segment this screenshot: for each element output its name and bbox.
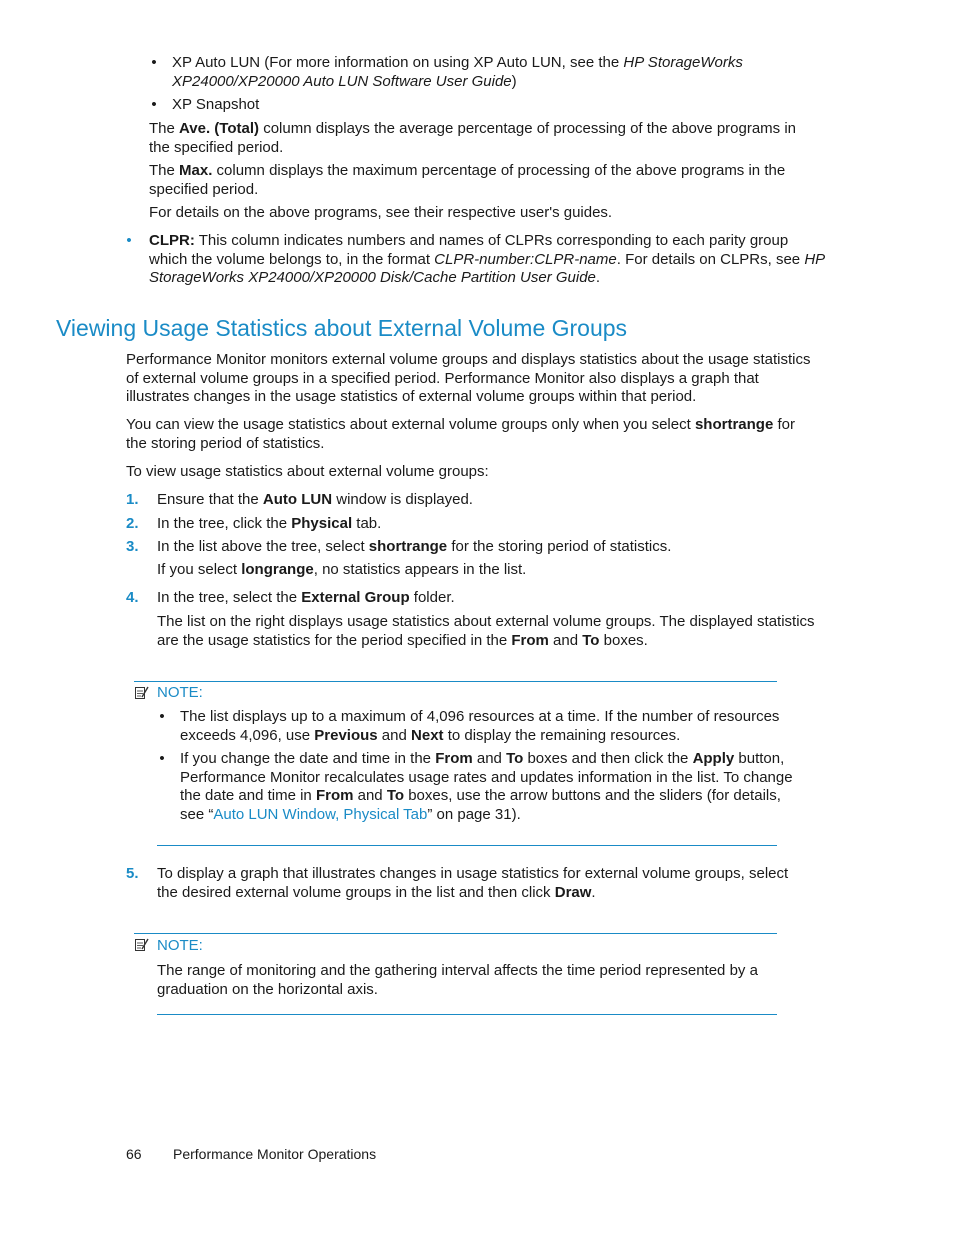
note-2-bottom-rule bbox=[157, 1014, 777, 1015]
bullet-marker: • bbox=[159, 750, 165, 767]
note-icon bbox=[134, 685, 149, 700]
step-number: 3. bbox=[126, 538, 139, 555]
note-1-bullet-2: • If you change the date and time in the From and To boxes and then click the Apply button, Performance Monitor recalculates usage rates and updates information in the list. To change the date and time in From and To boxes, use the arrow buttons and the sliders (for details, see “Auto LUN Window, Physical Tab” on page 31). bbox=[159, 750, 793, 823]
step-1: 1. Ensure that the Auto LUN window is displayed. bbox=[126, 491, 473, 508]
step-2: 2. In the tree, click the Physical tab. bbox=[126, 515, 382, 532]
step-number: 2. bbox=[126, 515, 139, 532]
note-2-label: NOTE: bbox=[157, 937, 203, 954]
step-3-note: If you select longrange, no statistics appears in the list. bbox=[157, 561, 527, 578]
step-number: 4. bbox=[126, 589, 139, 606]
bullet-marker: • bbox=[126, 232, 132, 249]
bullet-xp-auto-lun: • XP Auto LUN (For more information on using XP Auto LUN, see the HP StorageWorks XP24000/XP20000 Auto LUN Software User Guide) bbox=[151, 54, 743, 90]
note-1-bullet-1: • The list displays up to a maximum of 4,096 resources at a time. If the number of resources exceeds 4,096, use Previous and Next to display the remaining resources. bbox=[159, 708, 780, 744]
bullet-marker: • bbox=[151, 96, 157, 113]
note-1-label: NOTE: bbox=[157, 684, 203, 701]
bullet-marker: • bbox=[151, 54, 157, 71]
note-1-bottom-rule bbox=[157, 845, 777, 846]
step-4-detail: The list on the right displays usage statistics about external volume groups. The displayed statistics are the usage statistics for the period specified in the From and To boxes. bbox=[157, 613, 815, 649]
bullet-xp-snapshot: • XP Snapshot bbox=[151, 96, 260, 113]
bullet-clpr: • CLPR: This column indicates numbers and names of CLPRs corresponding to each parity group which the volume belongs to, in the format CLPR-number:CLPR-name. For details on CLPRs, see HP StorageWorks XP24000/XP20000 Disk/Cache Partition User Guide. bbox=[126, 232, 826, 286]
intro-paragraph-3: To view usage statistics about external volume groups: bbox=[126, 463, 489, 480]
section-heading: Viewing Usage Statistics about External Volume Groups bbox=[56, 315, 628, 341]
note-1-top-rule bbox=[134, 681, 777, 682]
note-icon bbox=[134, 937, 149, 952]
step-4: 4. In the tree, select the External Group folder. bbox=[126, 589, 455, 606]
intro-paragraph-2: You can view the usage statistics about external volume groups only when you select shortrange for the storing period of statistics. bbox=[126, 416, 795, 452]
bullet-marker: • bbox=[159, 708, 165, 725]
note-2-text: The range of monitoring and the gathering interval affects the time period represented by a graduation on the horizontal axis. bbox=[157, 962, 758, 998]
note-2-top-rule bbox=[134, 933, 777, 934]
step-5: 5. To display a graph that illustrates changes in usage statistics for external volume groups, select the desired external volume groups in the list and then click Draw. bbox=[126, 865, 789, 901]
paragraph-details: For details on the above programs, see their respective user's guides. bbox=[149, 204, 613, 221]
footer-title: Performance Monitor Operations bbox=[173, 1146, 377, 1162]
step-3: 3. In the list above the tree, select shortrange for the storing period of statistics. bbox=[126, 538, 672, 555]
step-number: 5. bbox=[126, 865, 139, 882]
auto-lun-window-link[interactable]: Auto LUN Window, Physical Tab bbox=[213, 805, 428, 823]
intro-paragraph-1: Performance Monitor monitors external volume groups and displays statistics about the usage statistics of external volume groups in a specified period. Performance Monitor also displays a graph that illustrates changes in the usage statistics of external volume groups within that period. bbox=[126, 351, 811, 405]
paragraph-max: The Max. column displays the maximum percentage of processing of the above programs in the specified period. bbox=[149, 162, 786, 198]
step-number: 1. bbox=[126, 491, 139, 508]
paragraph-ave-total: The Ave. (Total) column displays the average percentage of processing of the above programs in the specified period. bbox=[149, 120, 797, 156]
page-number: 66 bbox=[126, 1146, 142, 1162]
